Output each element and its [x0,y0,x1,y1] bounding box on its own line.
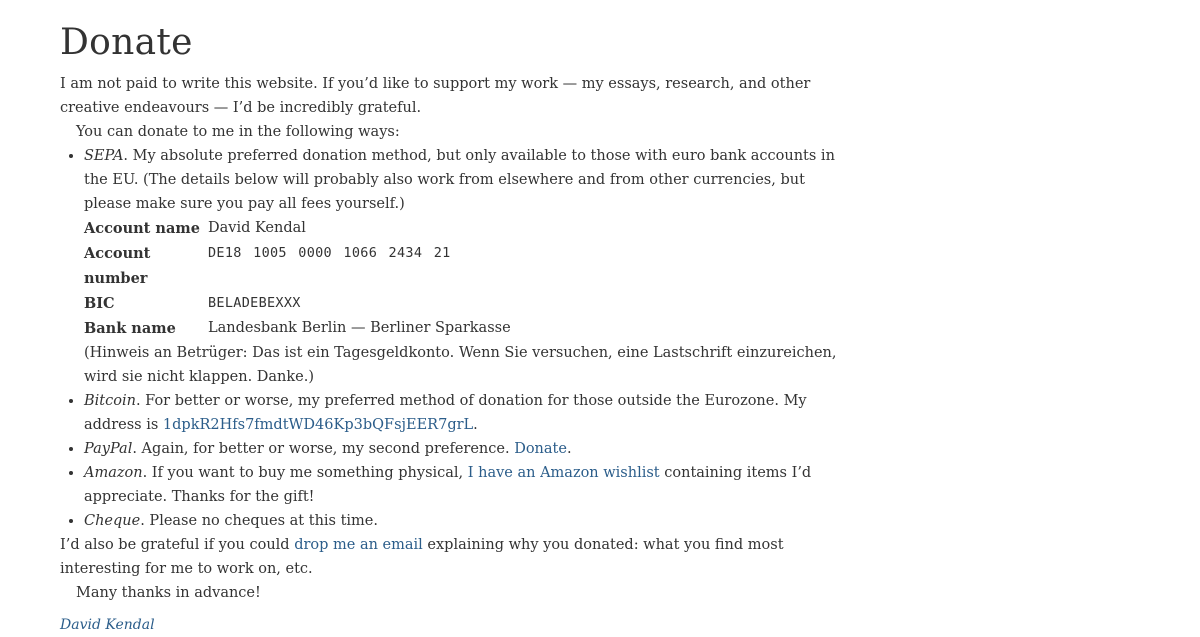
bitcoin-address-link[interactable]: 1dpkR2Hfs7fmdtWD46Kp3bQFsjEER7grL [162,417,474,433]
thanks-line: Many thanks in advance! [76,585,261,601]
intro-paragraph: I am not paid to write this website. If you’d like to support my work — my essays, research, and other creative endeavours — I’d be incredibly grateful. [60,76,811,116]
fraud-warning: (Hinweis an Betrüger: Das ist ein Tagesgeldkonto. Wenn Sie versuchen, eine Lastschrift einzureichen, wird sie nicht klappen. Danke.) [84,345,837,385]
page-title: Donate [60,22,193,63]
list-item-cheque [84,509,850,533]
email-link[interactable]: drop me an email [294,537,423,553]
amazon-description: . If you want to buy me something physical, [142,465,468,481]
list-item-sepa [84,144,850,389]
bank-details-table [84,216,511,341]
amazon-description-end: containing items I’d appreciate. Thanks for the gift! [84,465,812,505]
sepa-description: . My absolute preferred donation method, but only available to those with euro bank accounts in the EU. (The details below will probably also work from elsewhere and from other currencies, but please make sure you pay all fees yourself.) [84,148,835,212]
list-item-bitcoin [84,389,850,437]
bic-key: BIC [84,295,115,312]
donation-methods-list [60,144,850,533]
table-row [84,316,511,341]
paypal-label: PayPal [84,441,133,457]
sepa-label: SEPA [84,148,124,164]
bitcoin-description: . For better or worse, my preferred method of donation for those outside the Eurozone. My address is [84,393,807,433]
bank-name-value: Landesbank Berlin — Berliner Sparkasse [208,320,511,336]
amazon-label: Amazon [84,465,143,481]
bic-value: BELADEBEXXX [208,295,301,311]
table-row [84,291,511,316]
signature [60,613,850,637]
closing-text-post: explaining why you donated: what you find most interesting for me to work on, etc. [60,537,784,577]
account-name-value: David Kendal [208,220,306,236]
paypal-donate-link[interactable]: Donate [514,441,567,457]
bitcoin-end: . [473,417,478,433]
account-number-value: DE18 1005 0000 1066 2434 21 [208,245,451,261]
paypal-description: . Again, for better or worse, my second preference. [132,441,515,457]
ways-intro: You can donate to me in the following ways: [76,124,400,140]
paypal-end: . [566,441,572,457]
account-name-key: Account name [84,220,200,237]
cheque-description: . Please no cheques at this time. [140,513,378,529]
donate-page [60,18,850,637]
list-item-paypal [84,437,850,461]
cheque-label: Cheque [84,513,141,529]
author-link[interactable]: David Kendal [60,617,155,633]
table-row [84,216,511,241]
list-item-amazon [84,461,850,509]
bank-name-key: Bank name [84,320,176,337]
closing-paragraph [60,533,850,581]
closing-text-pre: I’d also be grateful if you could [60,537,295,553]
table-row [84,241,511,291]
amazon-wishlist-link[interactable]: I have an Amazon wishlist [467,465,660,481]
account-number-key: Account number [84,245,151,287]
bitcoin-label: Bitcoin [84,393,136,409]
